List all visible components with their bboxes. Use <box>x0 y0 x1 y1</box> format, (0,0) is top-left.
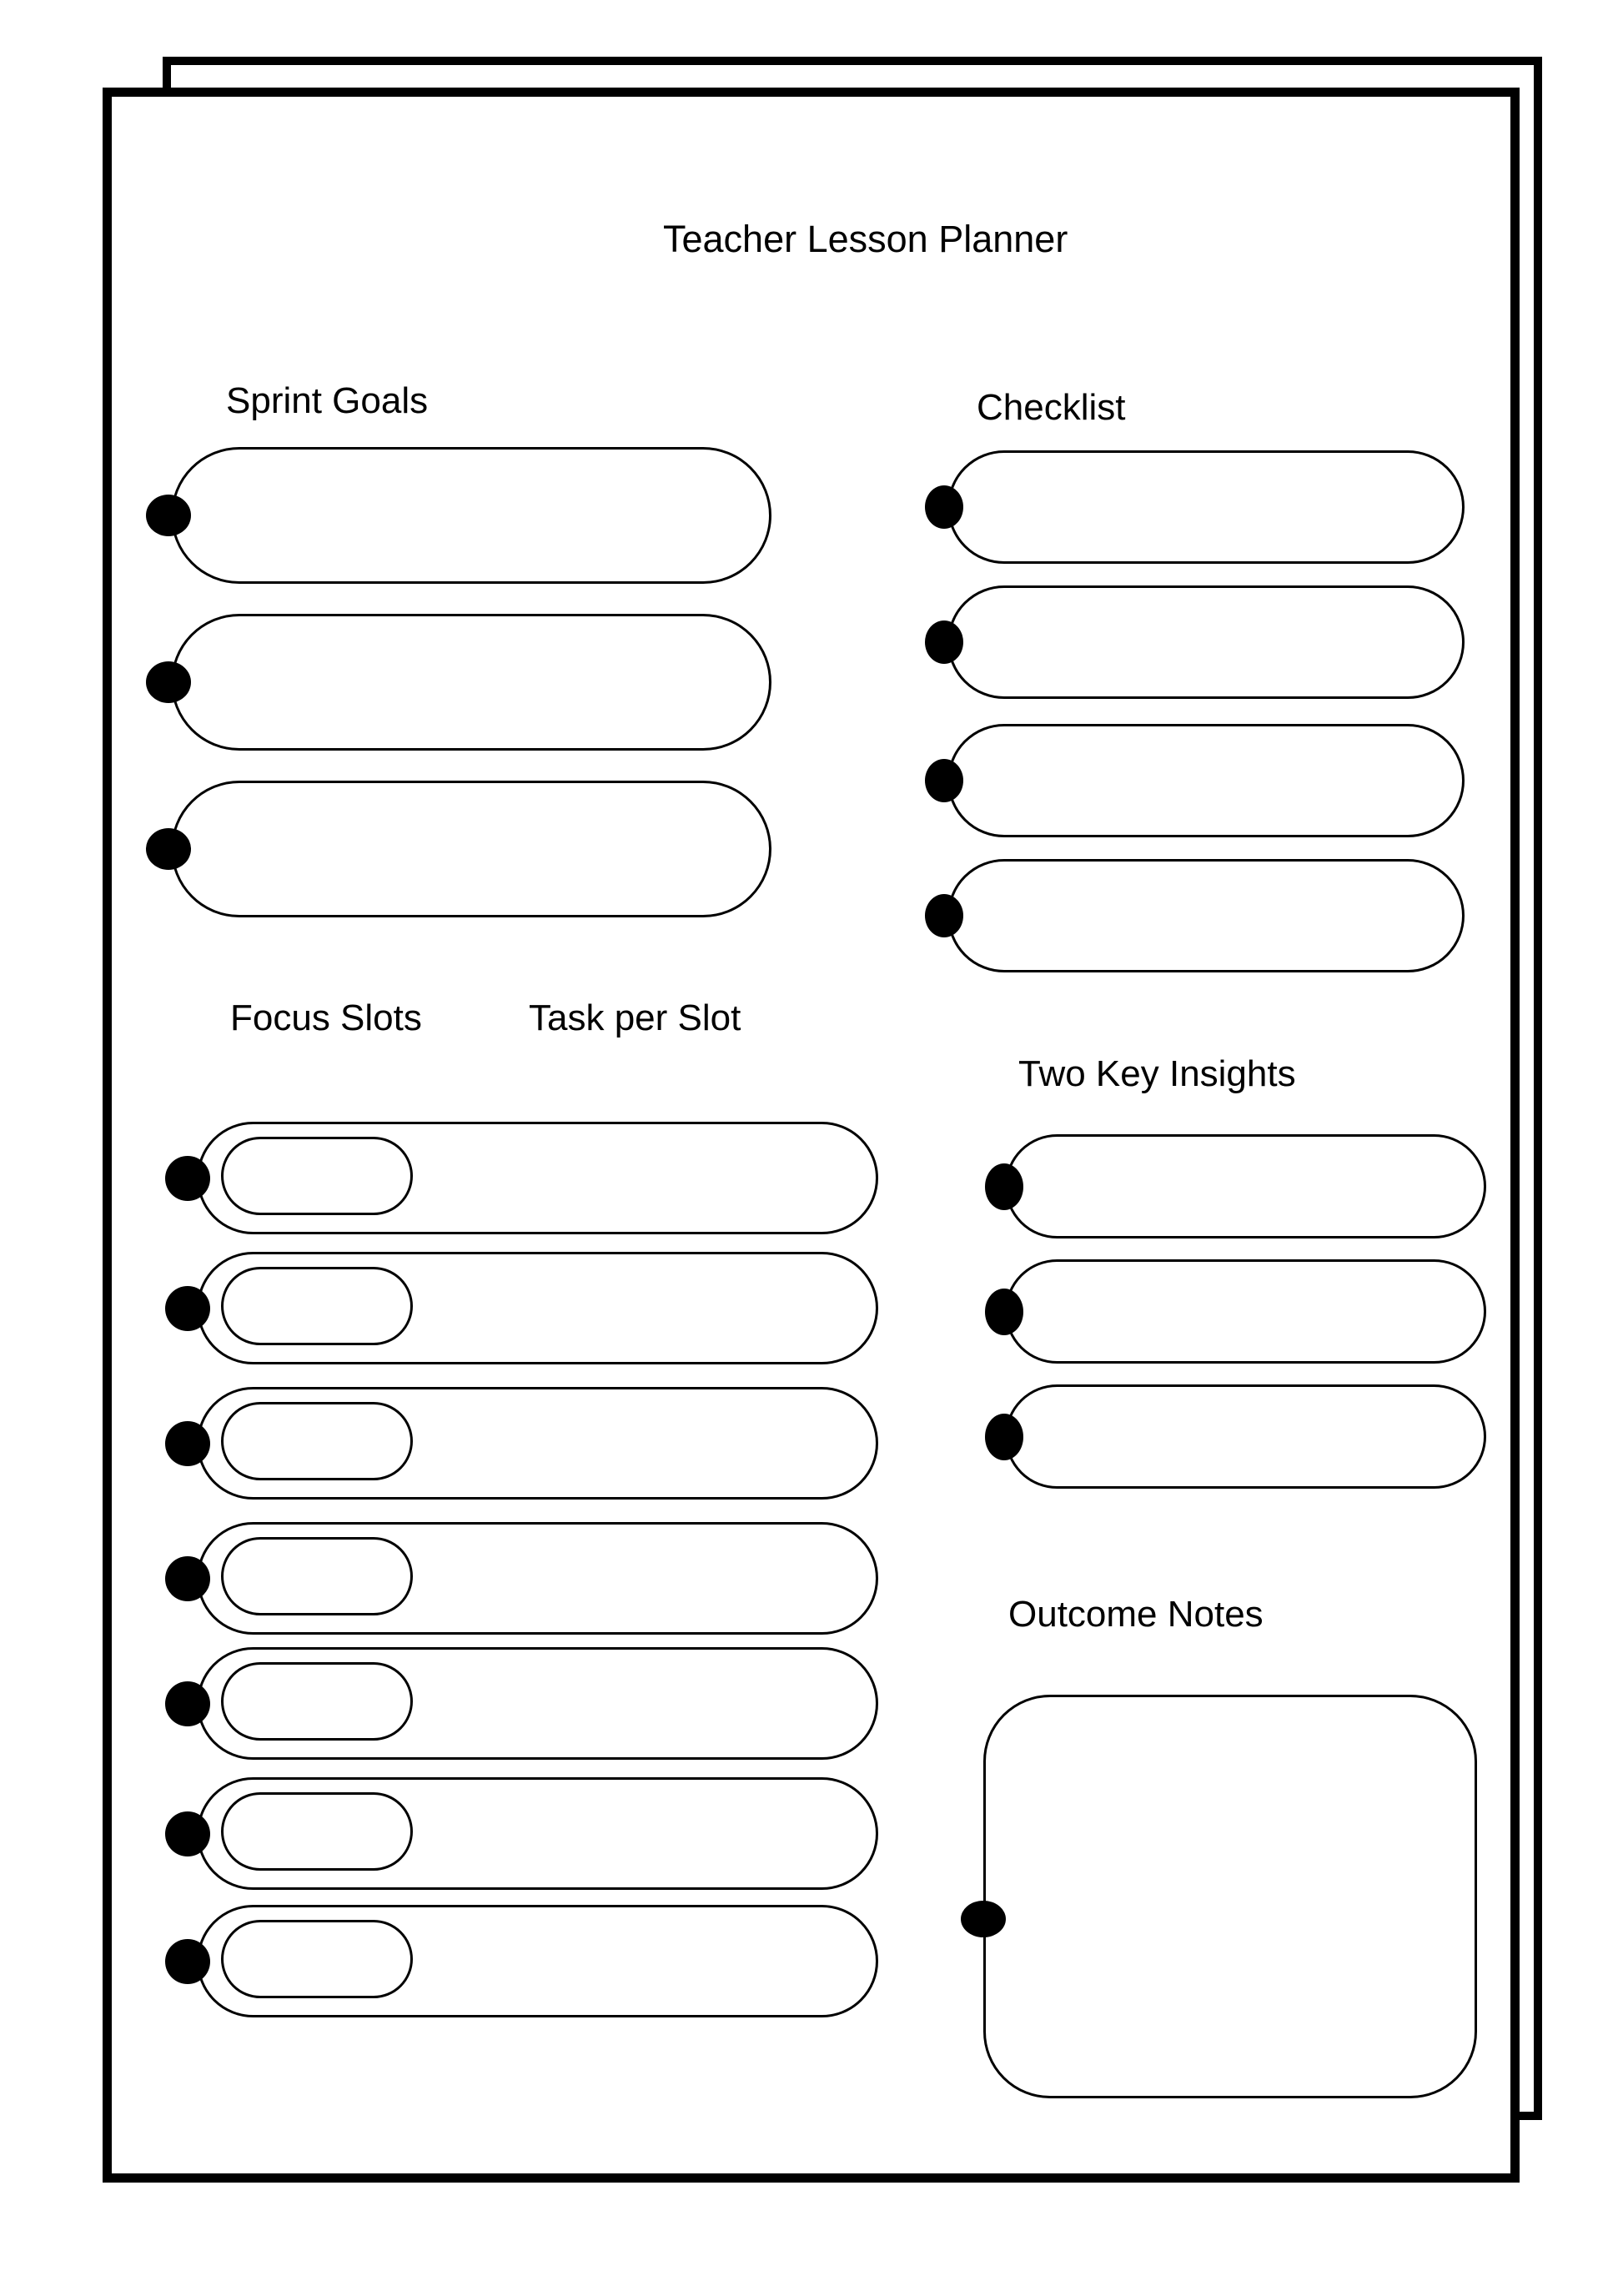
focus-slot-field[interactable] <box>221 1537 413 1615</box>
outcome-notes-heading: Outcome Notes <box>1008 1594 1264 1635</box>
two-key-insights-heading: Two Key Insights <box>1018 1053 1296 1094</box>
page-title: Teacher Lesson Planner <box>663 218 1068 260</box>
sprint-goal-field[interactable] <box>171 447 771 584</box>
bullet-dot <box>925 485 963 529</box>
focus-slot-field[interactable] <box>221 1137 413 1215</box>
bullet-dot <box>985 1414 1023 1460</box>
bullet-dot <box>165 1811 210 1856</box>
focus-slots-heading: Focus Slots <box>230 997 422 1038</box>
checklist-heading: Checklist <box>977 387 1126 428</box>
bullet-dot <box>961 1901 1006 1937</box>
focus-slot-field[interactable] <box>221 1402 413 1480</box>
bullet-dot <box>925 759 963 802</box>
checklist-item-field[interactable] <box>947 859 1465 972</box>
sprint-goal-field[interactable] <box>171 614 771 751</box>
bullet-dot <box>165 1556 210 1601</box>
bullet-dot <box>165 1681 210 1726</box>
key-insight-field[interactable] <box>1005 1134 1486 1238</box>
bullet-dot <box>165 1156 210 1201</box>
focus-slot-field[interactable] <box>221 1792 413 1871</box>
focus-slot-field[interactable] <box>221 1662 413 1741</box>
bullet-dot <box>165 1939 210 1984</box>
checklist-item-field[interactable] <box>947 585 1465 699</box>
bullet-dot <box>985 1163 1023 1210</box>
sprint-goal-field[interactable] <box>171 781 771 917</box>
focus-slot-field[interactable] <box>221 1267 413 1345</box>
bullet-dot <box>146 495 191 536</box>
outcome-notes-box[interactable] <box>983 1695 1477 2098</box>
checklist-item-field[interactable] <box>947 450 1465 564</box>
task-per-slot-heading: Task per Slot <box>529 997 741 1038</box>
key-insight-field[interactable] <box>1005 1259 1486 1364</box>
bullet-dot <box>925 620 963 664</box>
bullet-dot <box>165 1421 210 1466</box>
bullet-dot <box>985 1289 1023 1335</box>
bullet-dot <box>165 1286 210 1331</box>
bullet-dot <box>925 894 963 937</box>
bullet-dot <box>146 661 191 703</box>
checklist-item-field[interactable] <box>947 724 1465 837</box>
bullet-dot <box>146 828 191 870</box>
key-insight-field[interactable] <box>1005 1384 1486 1489</box>
sprint-goals-heading: Sprint Goals <box>226 380 429 421</box>
focus-slot-field[interactable] <box>221 1920 413 1998</box>
